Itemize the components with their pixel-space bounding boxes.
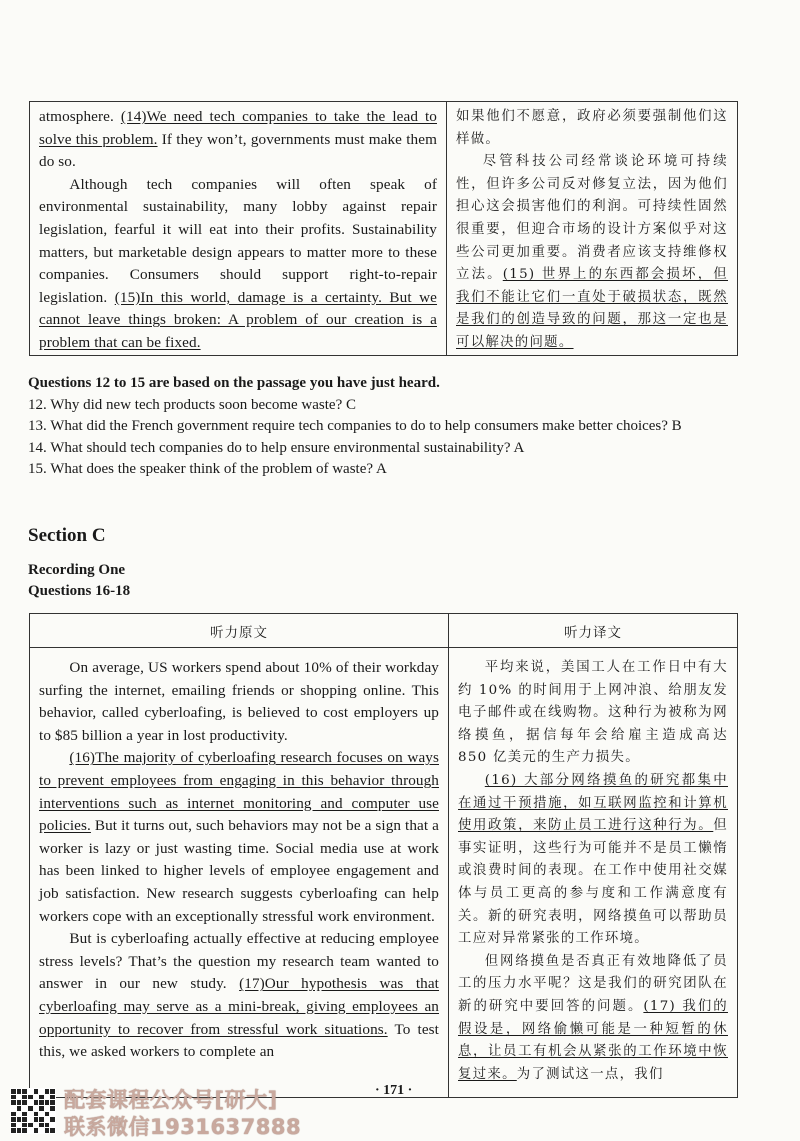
en-paragraph: (16)The majority of cyberloafing research focuses on ways to prevent employees from engaging in this behavior through interventions such as internet monitoring and computer use policies. But it turns out, such behaviors may not be a sign that a worker is lazy or just wasting time. Social media use at work has been linked to higher levels of employee engagement and job satisfaction. New research suggests cyberloafing can help workers cope with an exceptionally stressful work environment. [39, 749, 439, 925]
question-item: 12. Why did new tech products soon become waste? C [28, 396, 356, 413]
watermark-line-2: 联系微信1931637888 [64, 1115, 302, 1139]
section-title: Section C [28, 525, 106, 546]
answer-underline-14: (14)We need tech companies to take the lead to solve this problem. [39, 108, 437, 148]
en-paragraph: On average, US workers spend about 10% of their workday surfing the internet, emailing friends or shopping online. This behavior, called cyberloafing, is believed to cost employers up to $85 billion a year in lost productivity. [39, 659, 439, 744]
recording-heading [28, 560, 130, 602]
header-original: 听力原文 [30, 614, 449, 648]
answer-underline-16: (16)The majority of cyberloafing research focuses on ways to prevent employees from engaging in this behavior through interventions such as internet monitoring and computer use policies. [39, 749, 439, 835]
zh-paragraph: 平均来说，美国工人在工作日中有大约 10% 的时间用于上网冲浪、给朋友发电子邮件或在线购物。这种行为被称为网络摸鱼，据信每年会给雇主造成高达 850 亿美元的生产力损失。 [458, 660, 728, 766]
zh-paragraph: 但网络摸鱼是否真正有效地降低了员工的压力水平呢？这是我们的研究团队在新的研究中要回答的问题。(17) 我们的假设是，网络偷懒可能是一种短暂的休息，让员工有机会从紧张的工作环境中恢复过来。为了测试这一点，我们 [458, 953, 728, 1082]
question-list [28, 373, 682, 481]
zh-paragraph: (16) 大部分网络摸鱼的研究都集中在通过干预措施，如互联网监控和计算机使用政策，来防止员工进行这种行为。但事实证明，这些行为可能并不是员工懒惰或浪费时间的表现。在工作中使用社交媒体与员工更高的参与度和工作满意度有关。新的研究表明，网络摸鱼可以帮助员工应对异常紧张的工作环境。 [458, 772, 728, 947]
transcript-table-bottom [29, 613, 738, 1098]
answer-underline-17: (17)Our hypothesis was that cyberloafing may serve as a mini-break, giving employees an opportunity to recover from stressful work situations. [39, 975, 440, 1038]
zh-paragraph: 尽管科技公司经常谈论环境可持续性，但许多公司反对修复立法，因为他们担心这会损害他们的利润。可持续性固然很重要，但迎合市场的设计方案似乎对这些公司更加重要。消费者应该支持维修权立法。(15) 世界上的东西都会损坏，但我们不能让它们一直处于破损状态，既然是我们的创造导致的问题，那这一定也是可以解决的问题。 [456, 154, 728, 350]
en-paragraph: Although tech companies will often speak of environmental sustainability, many lobby against repair legislation, fearful it will eat into their profits. Sustainability matters, but marketable design appears to matter more to these companies. Consumers should support right-to-repair legislation. (15)In this world, damage is a certainty. But we cannot leave things broken: A problem of our creation is a problem that can be fixed. [39, 175, 438, 351]
qr-code-icon [10, 1088, 56, 1134]
english-transcript-cell [30, 102, 447, 356]
chinese-translation-cell [449, 648, 738, 1098]
en-paragraph: atmosphere. (14)We need tech companies to take the lead to solve this problem. If they won’t, governments must make them do so. [39, 108, 437, 171]
question-item: 14. What should tech companies do to help ensure environmental sustainability? A [28, 439, 525, 456]
transcript-table-top [29, 101, 738, 356]
recording-questions: Questions 16-18 [28, 583, 131, 599]
page-number: · 171 · [375, 1083, 413, 1098]
watermark-line-1: 配套课程公众号[研大] [64, 1088, 278, 1112]
question-item: 15. What does the speaker think of the problem of waste? A [28, 461, 387, 477]
zh-paragraph: 如果他们不愿意，政府必须要强制他们这样做。 [456, 109, 728, 147]
answer-underline-15: (15)In this world, damage is a certainty. But we cannot leave things broken: A problem of our creation is a problem that can be fixed. [39, 288, 438, 351]
answer-underline-16-zh: (16) 大部分网络摸鱼的研究都集中在通过干预措施，如互联网监控和计算机使用政策，来防止员工进行这种行为。 [458, 772, 728, 834]
en-paragraph: But is cyberloafing actually effective at reducing employee stress levels? That’s the question my research team wanted to answer in our new study. (17)Our hypothesis was that cyberloafing may serve as a mini-break, giving employees an opportunity to recover from stressful work situations. To test this, we asked workers to complete an [39, 930, 440, 1061]
answer-underline-17-zh: (17) 我们的假设是，网络偷懒可能是一种短暂的休息，让员工有机会从紧张的工作环境中恢复过来。 [458, 998, 728, 1082]
answer-underline-15-zh: (15) 世界上的东西都会损坏，但我们不能让它们一直处于破损状态，既然是我们的创造导致的问题，那这一定也是可以解决的问题。 [456, 267, 728, 350]
header-translation: 听力译文 [449, 614, 738, 648]
questions-heading: Questions 12 to 15 are based on the passage you have just heard. [28, 375, 440, 391]
chinese-translation-cell [447, 102, 738, 356]
recording-title: Recording One [28, 562, 126, 578]
english-transcript-cell [30, 648, 449, 1098]
question-item: 13. What did the French government require tech companies to do to help consumers make better choices? B [28, 418, 682, 434]
